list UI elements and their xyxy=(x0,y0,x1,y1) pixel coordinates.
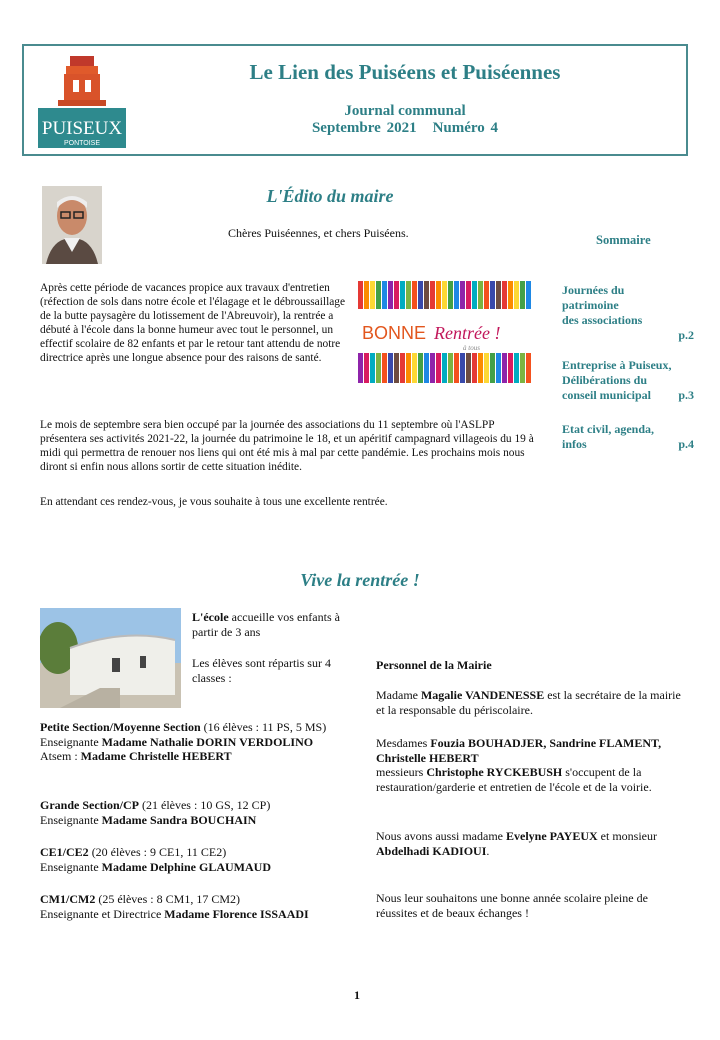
sommaire-line: Délibérations du xyxy=(562,373,648,387)
sommaire-line: des associations xyxy=(562,313,643,327)
sommaire-line: infos xyxy=(562,437,587,451)
classes-intro: Les élèves sont répartis sur 4 classes : xyxy=(192,656,331,685)
sommaire-page: p.4 xyxy=(678,437,694,451)
class-cm1-cm2: CM1/CM2 (25 élèves : 8 CM1, 17 CM2) Enseignante et Directrice Madame Florence ISSAADI xyxy=(40,892,309,921)
sommaire-line: patrimoine xyxy=(562,298,619,312)
sommaire-page: p.2 xyxy=(678,328,694,342)
mairie-paragraph-3: Nous avons aussi madame Evelyne PAYEUX et monsieur Abdelhadi KADIOUI. xyxy=(376,829,657,858)
sommaire-item xyxy=(562,358,694,403)
edito-title: L'Édito du maire xyxy=(266,186,394,206)
edito-paragraph-3: En attendant ces rendez-vous, je vous souhaite à tous une excellente rentrée. xyxy=(40,496,388,508)
class-ce1-ce2: CE1/CE2 (20 élèves : 9 CE1, 11 CE2) Enseignante Madame Delphine GLAUMAUD xyxy=(40,845,271,874)
sommaire-heading: Sommaire xyxy=(596,233,651,247)
journal-subtitle: Journal communal xyxy=(344,103,466,119)
sommaire-line: Journées du xyxy=(562,283,625,297)
sommaire-line: Entreprise à Puiseux, xyxy=(562,358,672,372)
mairie-paragraph-2: Mesdames Fouzia BOUHADJER, Sandrine FLAMENT, Christelle HEBERT messieurs Christophe RYCKEBUSH s'occupent de la restauration/garderie et entretien de l'école et de la voirie. xyxy=(376,736,662,794)
sommaire-line: conseil municipal xyxy=(562,388,652,402)
school-photo xyxy=(40,608,181,708)
puiseux-logo xyxy=(36,52,128,152)
edito-paragraph-2: Le mois de septembre sera bien occupé par la journée des associations du 11 septembre où l'ASLPP présentera ses activités 2021-22, la journée du patrimoine le 18, et un apéritif campagnard villageois du 19 à midi qui permettra de renouer nos liens qui ont été mis à mal par cette pandémie. Les prochains mois nous diront si enfin nous allons sortir de cette situation inédite. xyxy=(40,419,534,473)
bonne-rentree-image xyxy=(358,281,533,383)
mairie-paragraph-1: Madame Magalie VANDENESSE est la secrétaire de la mairie et la responsable du périscolaire. xyxy=(376,688,681,717)
school-intro: L'école accueille vos enfants à partir de 3 ans xyxy=(192,610,340,639)
issue-line xyxy=(150,120,660,137)
page-number: 1 xyxy=(354,988,360,1002)
issue-month: Septembre 2021 xyxy=(311,120,417,136)
svg-text:à tous: à tous xyxy=(463,344,480,352)
svg-text:PUISEUX: PUISEUX xyxy=(41,118,123,139)
issue-number: Numéro 4 xyxy=(432,120,499,136)
sommaire-item xyxy=(562,283,694,343)
edito-greeting: Chères Puiséennes, et chers Puiséens. xyxy=(228,226,409,240)
mairie-paragraph-4: Nous leur souhaitons une bonne année scolaire pleine de réussites et de beaux échanges ! xyxy=(376,891,648,920)
class-ps-ms: Petite Section/Moyenne Section (16 élèves : 11 PS, 5 MS) Enseignante Madame Nathalie DORIN VERDOLINO Atsem : Madame Christelle HEBERT xyxy=(40,720,327,763)
mayor-portrait xyxy=(42,186,102,264)
svg-text:BONNE: BONNE xyxy=(362,323,427,343)
sommaire-item xyxy=(562,422,694,452)
sommaire-line: Etat civil, agenda, xyxy=(562,422,654,436)
mairie-heading: Personnel de la Mairie xyxy=(376,658,492,672)
svg-text:PONTOISE: PONTOISE xyxy=(63,140,101,147)
rentree-title: Vive la rentrée ! xyxy=(300,570,420,590)
svg-text:Rentrée !: Rentrée ! xyxy=(434,323,501,343)
newsletter-title: Le Lien des Puiséens et Puiséennes xyxy=(249,60,561,84)
sommaire-page: p.3 xyxy=(678,388,694,402)
edito-paragraph-1: Après cette période de vacances propice aux travaux d'entretien (réfection de sols dans notre école et l'élagage et le débroussaillage de la butte paysagère du lotissement de l'Abreuvoir), la rentrée a débuté à l'école dans la bonne humeur avec tout le personnel, un effectif scolaire de 82 enfants et par le retour tant attendu de notre directrice après une longue absence pour des raisons de santé. xyxy=(40,282,346,364)
class-gs-cp: Grande Section/CP (21 élèves : 10 GS, 12 CP) Enseignante Madame Sandra BOUCHAIN xyxy=(40,798,271,827)
